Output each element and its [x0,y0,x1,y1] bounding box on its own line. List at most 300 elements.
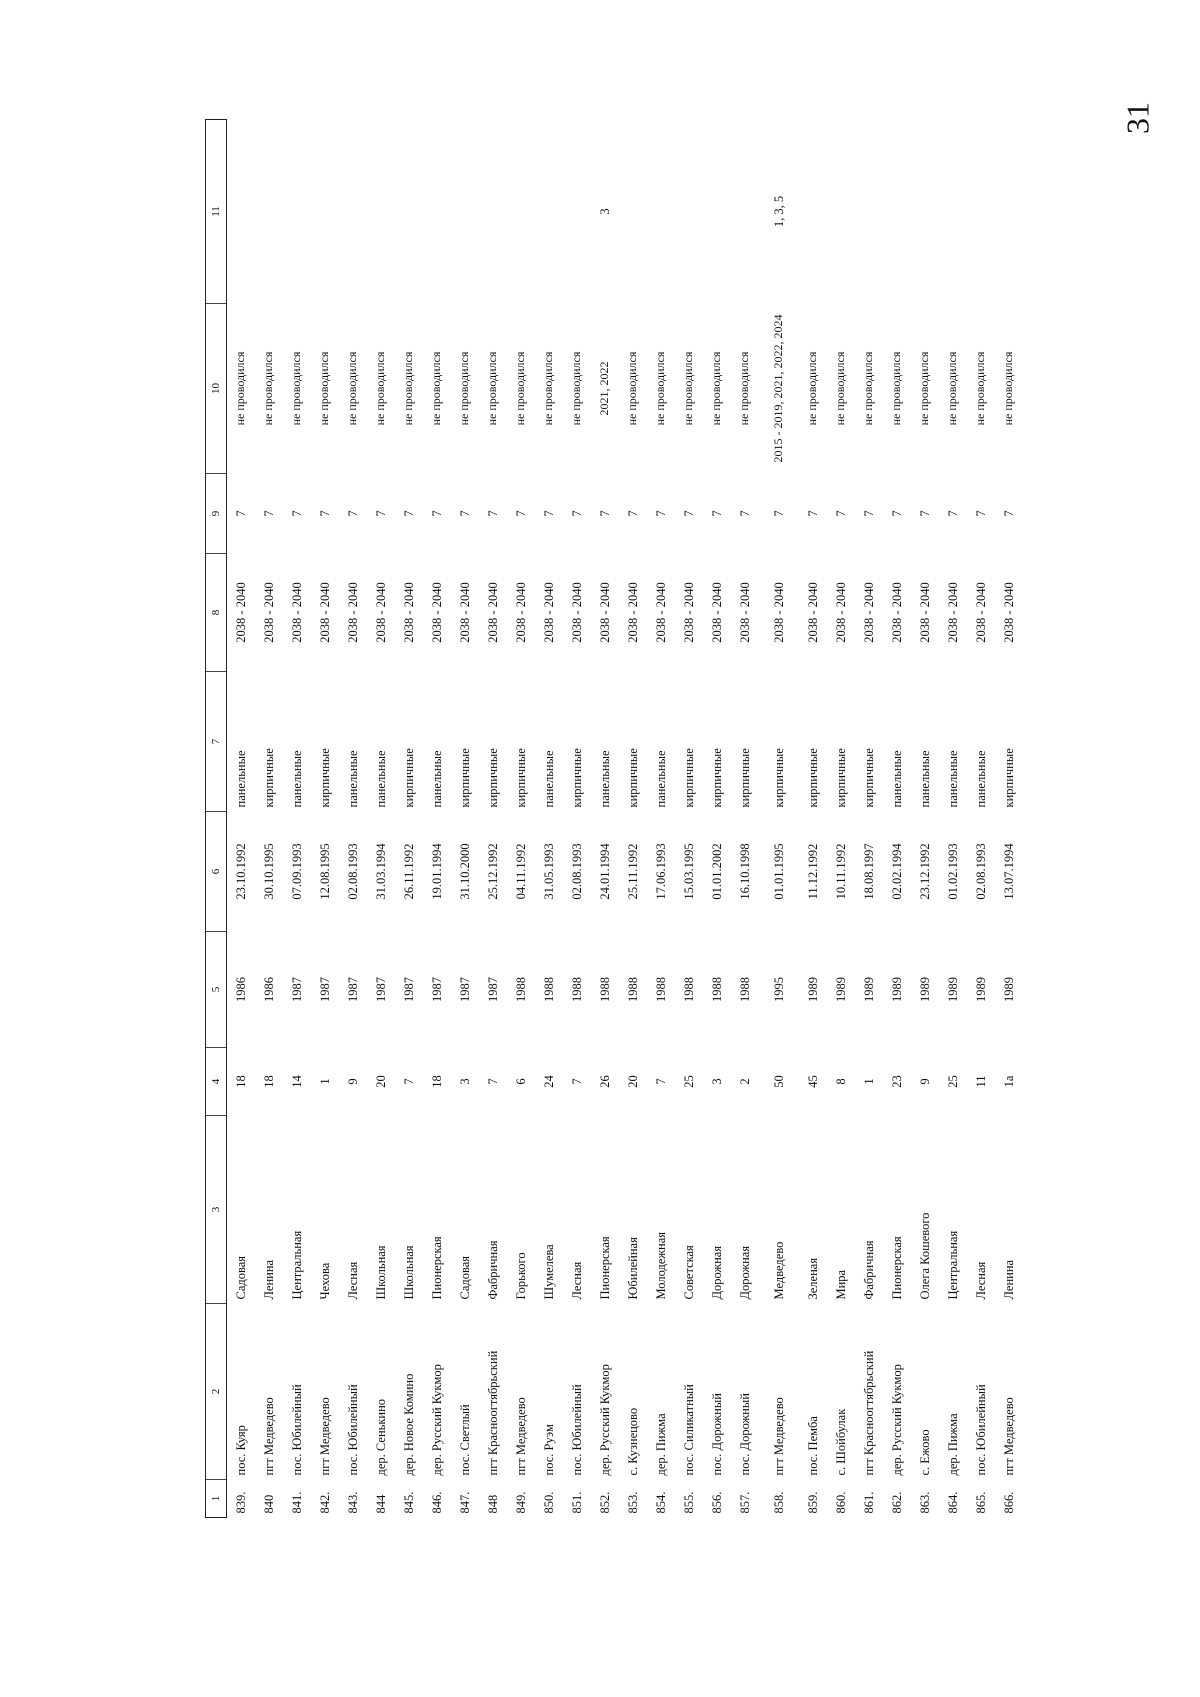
cell-settlement: дер. Сенькино [373,1398,388,1476]
cell-privatization-date: 17.06.1993 [653,843,668,900]
cell-settlement: дер. Русский Кукмор [597,1364,612,1476]
cell-completed-services [255,120,283,304]
table-row [883,120,911,1518]
cell-settlement: пос. Пемба [805,1416,820,1476]
cell-completed-services [799,120,827,304]
cell-completed-services: 3 [597,208,612,215]
cell-street: Шумелева [541,1244,556,1300]
cell-street: Мира [833,1269,848,1300]
cell-year-built: 1986 [233,977,248,1002]
cell-settlement: пгт Красноогтябрьский [485,1350,500,1476]
cell-year-built: 1988 [625,977,640,1002]
cell-previous-repair-years: не проводился [345,351,360,426]
cell-service-count: 7 [429,510,444,517]
cell-service-count: 7 [317,510,332,517]
cell-privatization-date: 01.01.2002 [709,843,724,900]
cell-street: Молодежная [653,1231,668,1300]
cell-repair-period: 2038 - 2040 [681,582,696,643]
cell-street: Фабричная [861,1240,876,1300]
cell-house-number: 23 [889,1075,904,1088]
cell-completed-services [479,120,507,304]
cell-row-number: 848 [485,1494,500,1514]
cell-street: Садовая [233,1255,248,1300]
cell-repair-period: 2038 - 2040 [233,582,248,643]
cell-row-number: 843. [345,1491,360,1514]
cell-privatization-date: 01.02.1993 [945,843,960,900]
cell-wall-material: панельные [917,750,932,808]
cell-wall-material: панельные [289,750,304,808]
column-header-2: 2 [206,1304,227,1480]
cell-completed-services [883,120,911,304]
cell-repair-period: 2038 - 2040 [1001,582,1016,643]
cell-service-count: 7 [805,510,820,517]
cell-service-count: 7 [289,510,304,517]
cell-wall-material: панельные [945,750,960,808]
cell-previous-repair-years: не проводился [973,351,988,426]
cell-row-number: 849. [513,1491,528,1514]
cell-privatization-date: 07.09.1993 [289,843,304,900]
table-row [591,120,619,1518]
cell-wall-material: панельные [973,750,988,808]
cell-settlement: пос. Дорожный [709,1393,724,1476]
cell-completed-services [423,120,451,304]
cell-row-number: 854. [653,1491,668,1514]
cell-settlement: пгт Медведево [771,1397,786,1476]
cell-street: Ленина [1001,1259,1016,1300]
cell-completed-services [535,120,563,304]
cell-completed-services [283,120,311,304]
cell-previous-repair-years: 2015 - 2019, 2021, 2022, 2024 [771,314,786,463]
cell-year-built: 1989 [1001,977,1016,1002]
column-header-7: 7 [206,672,227,812]
cell-completed-services [451,120,479,304]
cell-privatization-date: 13.07.1994 [1001,843,1016,900]
cell-row-number: 860. [833,1491,848,1514]
cell-year-built: 1995 [771,977,786,1002]
cell-settlement: дер. Русский Кукмор [429,1364,444,1476]
cell-row-number: 865. [973,1491,988,1514]
cell-house-number: 20 [625,1075,640,1088]
cell-previous-repair-years: не проводился [653,351,668,426]
cell-completed-services [395,120,423,304]
cell-house-number: 9 [345,1078,360,1085]
cell-house-number: 7 [401,1078,416,1085]
cell-house-number: 25 [681,1075,696,1088]
cell-house-number: 9 [917,1078,932,1085]
cell-completed-services [507,120,535,304]
cell-house-number: 50 [771,1075,786,1088]
cell-row-number: 841. [289,1491,304,1514]
cell-year-built: 1989 [861,977,876,1002]
cell-repair-period: 2038 - 2040 [373,582,388,643]
cell-house-number: 6 [513,1078,528,1085]
cell-year-built: 1986 [261,977,276,1002]
cell-settlement: пгт Медведево [1001,1397,1016,1476]
table-row [423,120,451,1518]
cell-repair-period: 2038 - 2040 [485,582,500,643]
cell-completed-services [647,120,675,304]
table-row [395,120,423,1518]
cell-row-number: 864. [945,1491,960,1514]
cell-privatization-date: 26.11.1992 [401,843,416,900]
register-table [205,119,1023,1518]
cell-wall-material: панельные [889,750,904,808]
cell-street: Лесная [569,1261,584,1300]
cell-repair-period: 2038 - 2040 [317,582,332,643]
cell-settlement: пос. Светлый [457,1404,472,1476]
cell-row-number: 846. [429,1491,444,1514]
cell-year-built: 1988 [709,977,724,1002]
cell-year-built: 1988 [653,977,668,1002]
column-header-6: 6 [206,812,227,932]
cell-service-count: 7 [457,510,472,517]
cell-previous-repair-years: не проводился [889,351,904,426]
cell-previous-repair-years: не проводился [805,351,820,426]
cell-house-number: 3 [709,1078,724,1085]
cell-repair-period: 2038 - 2040 [737,582,752,643]
cell-house-number: 26 [597,1075,612,1088]
cell-previous-repair-years: не проводился [401,351,416,426]
cell-row-number: 850. [541,1491,556,1514]
cell-street: Чехова [317,1262,332,1300]
cell-repair-period: 2038 - 2040 [833,582,848,643]
cell-row-number: 866. [1001,1491,1016,1514]
cell-year-built: 1987 [401,977,416,1002]
cell-privatization-date: 19.01.1994 [429,843,444,900]
table-row [911,120,939,1518]
cell-settlement: пос. Силикатный [681,1384,696,1476]
table-row [451,120,479,1518]
cell-house-number: 8 [833,1078,848,1085]
cell-street: Центральная [289,1230,304,1300]
cell-row-number: 852. [597,1491,612,1514]
cell-street: Школьная [401,1245,416,1300]
cell-wall-material: панельные [429,750,444,808]
cell-previous-repair-years: не проводился [737,351,752,426]
cell-service-count: 7 [233,510,248,517]
cell-settlement: пгт Медведево [261,1397,276,1476]
cell-repair-period: 2038 - 2040 [429,582,444,643]
table-body [227,120,1024,1518]
cell-year-built: 1989 [833,977,848,1002]
cell-house-number: 25 [945,1075,960,1088]
table-row [827,120,855,1518]
cell-row-number: 859. [805,1491,820,1514]
cell-service-count: 7 [569,510,584,517]
cell-service-count: 7 [709,510,724,517]
cell-wall-material: кирпичные [625,748,640,808]
cell-row-number: 840 [261,1494,276,1514]
cell-wall-material: кирпичные [485,748,500,808]
cell-settlement: пос. Юбилейный [569,1384,584,1476]
cell-service-count: 7 [401,510,416,517]
cell-year-built: 1987 [317,977,332,1002]
cell-row-number: 851. [569,1491,584,1514]
column-header-3: 3 [206,1116,227,1304]
cell-street: Школьная [373,1245,388,1300]
cell-house-number: 7 [485,1078,500,1085]
cell-previous-repair-years: не проводился [317,351,332,426]
cell-wall-material: кирпичные [861,748,876,808]
cell-house-number: 3 [457,1078,472,1085]
cell-street: Горького [513,1252,528,1300]
cell-wall-material: кирпичные [771,748,786,808]
cell-year-built: 1987 [457,977,472,1002]
cell-wall-material: панельные [653,750,668,808]
cell-repair-period: 2038 - 2040 [625,582,640,643]
cell-row-number: 862. [889,1491,904,1514]
cell-completed-services [703,120,731,304]
cell-house-number: 18 [429,1075,444,1088]
cell-previous-repair-years: не проводился [861,351,876,426]
cell-year-built: 1988 [569,977,584,1002]
cell-house-number: 1 [861,1078,876,1085]
cell-year-built: 1987 [429,977,444,1002]
cell-street: Олега Кошевого [917,1212,932,1300]
cell-house-number: 1 [317,1078,332,1085]
cell-street: Лесная [345,1261,360,1300]
cell-previous-repair-years: не проводился [625,351,640,426]
cell-wall-material: кирпичные [833,748,848,808]
cell-privatization-date: 30.10.1995 [261,843,276,900]
table-row [479,120,507,1518]
cell-service-count: 7 [973,510,988,517]
cell-completed-services: 1, 3, 5 [771,195,786,228]
cell-repair-period: 2038 - 2040 [541,582,556,643]
cell-row-number: 855. [681,1491,696,1514]
cell-wall-material: панельные [373,750,388,808]
cell-repair-period: 2038 - 2040 [805,582,820,643]
table-row [507,120,535,1518]
cell-privatization-date: 23.10.1992 [233,843,248,900]
column-header-8: 8 [206,554,227,672]
cell-settlement: пос. Куяр [233,1425,248,1476]
cell-completed-services [827,120,855,304]
table-row [535,120,563,1518]
table-row [855,120,883,1518]
cell-year-built: 1988 [513,977,528,1002]
table-row [731,120,759,1518]
cell-year-built: 1988 [597,977,612,1002]
cell-wall-material: кирпичные [261,748,276,808]
table-row [227,120,256,1518]
cell-settlement: с. Кузнецово [625,1407,640,1476]
cell-house-number: 1а [1001,1075,1016,1088]
cell-house-number: 24 [541,1075,556,1088]
cell-settlement: дер. Новое Комино [401,1373,416,1476]
cell-settlement: пос. Юбилейный [973,1384,988,1476]
cell-privatization-date: 31.03.1994 [373,843,388,900]
cell-row-number: 839. [233,1491,248,1514]
cell-service-count: 7 [889,510,904,517]
cell-previous-repair-years: не проводился [917,351,932,426]
cell-year-built: 1989 [805,977,820,1002]
cell-previous-repair-years: не проводился [429,351,444,426]
cell-privatization-date: 16.10.1998 [737,843,752,900]
cell-year-built: 1987 [345,977,360,1002]
cell-completed-services [311,120,339,304]
cell-service-count: 7 [771,510,786,517]
cell-privatization-date: 10.11.1992 [833,843,848,900]
cell-privatization-date: 02.08.1993 [569,843,584,900]
cell-wall-material: панельные [597,750,612,808]
cell-row-number: 858. [771,1491,786,1514]
cell-service-count: 7 [653,510,668,517]
table-row [703,120,731,1518]
cell-wall-material: кирпичные [709,748,724,808]
table-row [619,120,647,1518]
page-number: 31 [1119,102,1156,134]
cell-previous-repair-years: не проводился [1001,351,1016,426]
cell-house-number: 7 [653,1078,668,1085]
cell-previous-repair-years: не проводился [261,351,276,426]
cell-repair-period: 2038 - 2040 [513,582,528,643]
table-row [995,120,1023,1518]
cell-wall-material: кирпичные [805,748,820,808]
cell-privatization-date: 31.05.1993 [541,843,556,900]
cell-service-count: 7 [945,510,960,517]
cell-service-count: 7 [597,510,612,517]
table-row [339,120,367,1518]
cell-house-number: 14 [289,1075,304,1088]
column-header-1: 1 [206,1480,227,1518]
cell-service-count: 7 [485,510,500,517]
cell-service-count: 7 [1001,510,1016,517]
cell-previous-repair-years: не проводился [457,351,472,426]
column-header-10: 10 [206,304,227,474]
cell-service-count: 7 [833,510,848,517]
cell-completed-services [911,120,939,304]
cell-completed-services [731,120,759,304]
cell-completed-services [367,120,395,304]
table-row [367,120,395,1518]
cell-repair-period: 2038 - 2040 [289,582,304,643]
cell-row-number: 845. [401,1491,416,1514]
cell-service-count: 7 [261,510,276,517]
cell-street: Лесная [973,1261,988,1300]
table-row [675,120,703,1518]
cell-house-number: 18 [261,1075,276,1088]
cell-street: Советская [681,1245,696,1300]
cell-street: Ленина [261,1259,276,1300]
cell-service-count: 7 [373,510,388,517]
cell-settlement: пгт Медведево [317,1397,332,1476]
cell-privatization-date: 11.12.1992 [805,843,820,900]
cell-wall-material: кирпичные [401,748,416,808]
cell-repair-period: 2038 - 2040 [861,582,876,643]
column-header-9: 9 [206,474,227,554]
cell-completed-services [939,120,967,304]
cell-wall-material: панельные [541,750,556,808]
cell-settlement: пос. Юбилейный [289,1384,304,1476]
cell-repair-period: 2038 - 2040 [771,582,786,643]
cell-privatization-date: 31.10.2000 [457,843,472,900]
cell-house-number: 2 [737,1078,752,1085]
cell-service-count: 7 [625,510,640,517]
cell-previous-repair-years: 2021, 2022 [597,361,612,416]
cell-street: Медведево [771,1241,786,1300]
cell-previous-repair-years: не проводился [833,351,848,426]
cell-privatization-date: 25.12.1992 [485,843,500,900]
cell-previous-repair-years: не проводился [373,351,388,426]
cell-privatization-date: 12.08.1995 [317,843,332,900]
cell-row-number: 847. [457,1491,472,1514]
cell-completed-services [967,120,995,304]
cell-street: Пионерская [889,1236,904,1300]
cell-repair-period: 2038 - 2040 [401,582,416,643]
table-row [967,120,995,1518]
cell-previous-repair-years: не проводился [541,351,556,426]
table-row [563,120,591,1518]
cell-year-built: 1988 [541,977,556,1002]
cell-house-number: 45 [805,1075,820,1088]
table-row [799,120,827,1518]
cell-previous-repair-years: не проводился [289,351,304,426]
table-row [939,120,967,1518]
cell-row-number: 842. [317,1491,332,1514]
cell-settlement: пос. Юбилейный [345,1384,360,1476]
cell-house-number: 7 [569,1078,584,1085]
cell-street: Фабричная [485,1240,500,1300]
cell-settlement: пос. Руэм [541,1424,556,1476]
cell-repair-period: 2038 - 2040 [709,582,724,643]
cell-settlement: дер. Пижма [945,1413,960,1476]
cell-street: Юбилейная [625,1237,640,1300]
cell-settlement: пгт Красноогтябрьский [861,1350,876,1476]
cell-completed-services [995,120,1023,304]
cell-repair-period: 2038 - 2040 [653,582,668,643]
cell-row-number: 861. [861,1491,876,1514]
cell-service-count: 7 [861,510,876,517]
cell-street: Дорожная [709,1245,724,1300]
cell-year-built: 1988 [681,977,696,1002]
cell-service-count: 7 [541,510,556,517]
cell-street: Центральная [945,1230,960,1300]
cell-row-number: 856. [709,1491,724,1514]
table-row [759,120,799,1518]
cell-privatization-date: 23.12.1992 [917,843,932,900]
cell-year-built: 1989 [973,977,988,1002]
cell-privatization-date: 18.08.1997 [861,843,876,900]
rotated-table-container [205,120,1015,1518]
cell-house-number: 18 [233,1075,248,1088]
cell-year-built: 1987 [485,977,500,1002]
cell-settlement: с. Ежово [917,1429,932,1476]
cell-privatization-date: 02.08.1993 [973,843,988,900]
cell-completed-services [675,120,703,304]
column-header-4: 4 [206,1048,227,1116]
cell-wall-material: кирпичные [569,748,584,808]
cell-previous-repair-years: не проводился [945,351,960,426]
cell-year-built: 1989 [917,977,932,1002]
cell-privatization-date: 02.08.1993 [345,843,360,900]
cell-repair-period: 2038 - 2040 [569,582,584,643]
cell-previous-repair-years: не проводился [709,351,724,426]
cell-wall-material: кирпичные [513,748,528,808]
cell-row-number: 853. [625,1491,640,1514]
cell-repair-period: 2038 - 2040 [889,582,904,643]
cell-repair-period: 2038 - 2040 [973,582,988,643]
table-row [647,120,675,1518]
cell-previous-repair-years: не проводился [233,351,248,426]
cell-completed-services [855,120,883,304]
cell-repair-period: 2038 - 2040 [945,582,960,643]
cell-settlement: пгт Медведево [513,1397,528,1476]
cell-settlement: дер. Русский Кукмор [889,1364,904,1476]
cell-year-built: 1987 [373,977,388,1002]
cell-house-number: 11 [973,1075,988,1088]
cell-previous-repair-years: не проводился [485,351,500,426]
